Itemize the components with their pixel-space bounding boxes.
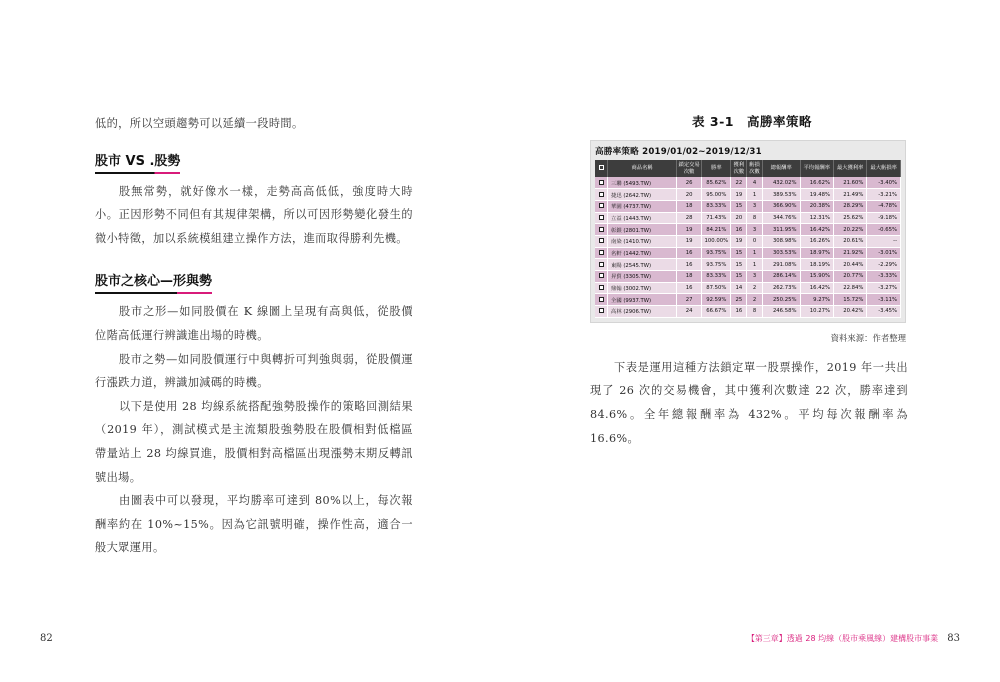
table-cell: 303.53% xyxy=(762,247,800,259)
right-paragraph: 下表是運用這種方法鎖定單一股票操作，2019 年一共出現了 26 次的交易機會，其中獲利次數達 22 次，勝率達到 84.6%。全年總報酬率為 432%。平均每次報酬率為 16.6%。 xyxy=(590,360,908,445)
header-cell: 獲利次數 xyxy=(731,160,747,177)
checkbox-icon xyxy=(599,262,604,267)
table-cell: 16 xyxy=(731,306,747,318)
table-cell: 21.92% xyxy=(833,247,866,259)
table-cell: 0 xyxy=(747,235,763,247)
header-cell: 鎖定交易次數 xyxy=(677,160,702,177)
table-cell: 344.76% xyxy=(762,212,800,224)
table-cell: 262.73% xyxy=(762,282,800,294)
table-cell: 100.00% xyxy=(702,235,731,247)
row-checkbox[interactable] xyxy=(595,294,608,306)
table-row xyxy=(595,247,901,259)
stock-name-cell: 捷迅 (2642.TW) xyxy=(608,189,677,201)
row-checkbox[interactable] xyxy=(595,189,608,201)
table-cell: 27 xyxy=(677,294,702,306)
header-cell: 最大虧損率 xyxy=(867,160,901,177)
table-cell: 71.43% xyxy=(702,212,731,224)
table-title: 表 3-1 高勝率策略 xyxy=(692,114,812,129)
table-cell: 21.60% xyxy=(833,177,866,189)
table-cell: 19 xyxy=(731,189,747,201)
row-checkbox[interactable] xyxy=(595,177,608,189)
table-cell: -3.33% xyxy=(867,271,901,283)
section-heading-stock-vs-trend: 股市 VS .股勢 xyxy=(95,150,180,174)
table-cell: 21.49% xyxy=(833,189,866,201)
table-cell: 250.25% xyxy=(762,294,800,306)
section2-paragraph-1: 股市之形—如同股價在 K 線圖上呈現有高與低，從股價位階高低運行辨識進出場的時機。 xyxy=(95,305,413,342)
checkbox-icon xyxy=(599,192,604,197)
table-cell: -3.27% xyxy=(867,282,901,294)
table-cell: -3.45% xyxy=(867,306,901,318)
table-cell: 19 xyxy=(731,235,747,247)
table-header-row xyxy=(595,160,901,177)
table-cell: -3.21% xyxy=(867,189,901,201)
table-cell: 10.27% xyxy=(800,306,833,318)
table-cell: 22.84% xyxy=(833,282,866,294)
table-body xyxy=(595,177,901,317)
stock-name-cell: 三聯 (5493.TW) xyxy=(608,177,677,189)
table-row xyxy=(595,177,901,189)
chapter-running-head: 【第三章】透過 28 均線（股市乘風線）建構股市事業 xyxy=(746,634,939,643)
table-cell: 291.08% xyxy=(762,259,800,271)
table-cell: -0.65% xyxy=(867,224,901,236)
table-cell: 20.22% xyxy=(833,224,866,236)
table-cell: 19.48% xyxy=(800,189,833,201)
table-cell: 92.59% xyxy=(702,294,731,306)
stock-name-cell: 南染 (1410.TW) xyxy=(608,235,677,247)
checkbox-icon xyxy=(599,215,604,220)
page-number-left: 82 xyxy=(40,633,53,644)
table-row xyxy=(595,282,901,294)
table-cell: 18 xyxy=(677,200,702,212)
table-cell: 16 xyxy=(731,224,747,236)
row-checkbox[interactable] xyxy=(595,200,608,212)
table-cell: 12.31% xyxy=(800,212,833,224)
table-cell: 18.97% xyxy=(800,247,833,259)
table-cell: 15 xyxy=(731,259,747,271)
section2-paragraph-2: 股市之勢—如同股價運行中與轉折可判強與弱，從股價運行漲跌力道，辨識加減碼的時機。 xyxy=(95,352,413,390)
header-cell: 商品名稱 xyxy=(608,160,677,177)
row-checkbox[interactable] xyxy=(595,212,608,224)
table-cell: 366.90% xyxy=(762,200,800,212)
checkbox-icon xyxy=(599,227,604,232)
table-source: 資料來源：作者整理 xyxy=(830,332,906,343)
stock-name-cell: 昇貿 (3305.TW) xyxy=(608,271,677,283)
page-number-right: 83 xyxy=(947,633,960,644)
section-heading-core: 股市之核心—形與勢 xyxy=(95,270,212,294)
stock-name-cell: 全國 (9937.TW) xyxy=(608,294,677,306)
table-cell: 18 xyxy=(677,271,702,283)
checkbox-icon xyxy=(599,165,604,170)
table-cell: 2 xyxy=(747,282,763,294)
row-checkbox[interactable] xyxy=(595,235,608,247)
stock-name-cell: 高林 (2906.TW) xyxy=(608,306,677,318)
table-cell: 20 xyxy=(731,212,747,224)
table-cell: 20.77% xyxy=(833,271,866,283)
table-cell: 16.42% xyxy=(800,224,833,236)
table-cell: -3.11% xyxy=(867,294,901,306)
table-row xyxy=(595,235,901,247)
checkbox-icon xyxy=(599,250,604,255)
row-checkbox[interactable] xyxy=(595,282,608,294)
table-cell: -9.18% xyxy=(867,212,901,224)
table-cell: 15 xyxy=(731,247,747,259)
checkbox-icon xyxy=(599,285,604,290)
table-cell: 311.95% xyxy=(762,224,800,236)
table-cell: 15 xyxy=(731,200,747,212)
checkbox-icon xyxy=(599,297,604,302)
table-cell: 14 xyxy=(731,282,747,294)
table-row xyxy=(595,294,901,306)
section2-paragraph-4: 由圖表中可以發現，平均勝率可達到 80%以上，每次報酬率約在 10%~15%。因為它訊號明確，操作性高，適合一般大眾運用。 xyxy=(95,494,413,555)
table-row xyxy=(595,200,901,212)
table-cell: 20.38% xyxy=(800,200,833,212)
table-cell: 66.67% xyxy=(702,306,731,318)
table-cell: 1 xyxy=(747,247,763,259)
table-cell: 20.42% xyxy=(833,306,866,318)
table-cell: 1 xyxy=(747,189,763,201)
table-cell: 3 xyxy=(747,224,763,236)
table-cell: 87.50% xyxy=(702,282,731,294)
table-cell: -- xyxy=(867,235,901,247)
table-cell: 432.02% xyxy=(762,177,800,189)
footer-right xyxy=(747,633,960,644)
table-cell: 16.26% xyxy=(800,235,833,247)
checkbox-icon xyxy=(599,273,604,278)
table-cell: 19 xyxy=(677,235,702,247)
table-cell: 19 xyxy=(677,224,702,236)
table-cell: -4.78% xyxy=(867,200,901,212)
table-cell: 83.33% xyxy=(702,271,731,283)
table-cell: 8 xyxy=(747,306,763,318)
table-cell: 20.61% xyxy=(833,235,866,247)
stock-name-cell: 華園 (4737.TW) xyxy=(608,200,677,212)
checkbox-icon xyxy=(599,308,604,313)
table-cell: -3.01% xyxy=(867,247,901,259)
left-page xyxy=(95,112,413,560)
stock-name-cell: 立益 (1443.TW) xyxy=(608,212,677,224)
table-row xyxy=(595,224,901,236)
table-cell: 16 xyxy=(677,247,702,259)
table-cell: 25.62% xyxy=(833,212,866,224)
intro-paragraph: 低的，所以空頭趨勢可以延續一段時間。 xyxy=(95,117,304,130)
table-cell: 85.62% xyxy=(702,177,731,189)
table-cell: 308.98% xyxy=(762,235,800,247)
table-cell: 83.33% xyxy=(702,200,731,212)
table-cell: 26 xyxy=(677,177,702,189)
right-page xyxy=(590,112,908,450)
row-checkbox[interactable] xyxy=(595,271,608,283)
table-cell: 20.44% xyxy=(833,259,866,271)
header-cell: 平均報酬率 xyxy=(800,160,833,177)
table-row xyxy=(595,259,901,271)
header-cell: 虧損次數 xyxy=(747,160,763,177)
table-cell: 15.90% xyxy=(800,271,833,283)
table-cell: 20 xyxy=(677,189,702,201)
table-cell: 28.29% xyxy=(833,200,866,212)
table-row xyxy=(595,271,901,283)
table-cell: 1 xyxy=(747,259,763,271)
table-cell: 22 xyxy=(731,177,747,189)
table-cell: 18.19% xyxy=(800,259,833,271)
section1-paragraph: 股無常勢，就好像水一樣，走勢高高低低，強度時大時小。正因形勢不同但有其規律架構，所以可因形勢變化發生的微小特徵，加以系統模組建立操作方法，進而取得勝利先機。 xyxy=(95,184,413,245)
row-checkbox[interactable] xyxy=(595,224,608,236)
table-cell: 24 xyxy=(677,306,702,318)
table-cell: 16 xyxy=(677,259,702,271)
table-cell: 25 xyxy=(731,294,747,306)
checkbox-icon xyxy=(599,180,604,185)
strategy-table xyxy=(595,160,901,318)
table-cell: -3.40% xyxy=(867,177,901,189)
table-cell: 2 xyxy=(747,294,763,306)
table-cell: 95.00% xyxy=(702,189,731,201)
stock-name-cell: 東陽 (2545.TW) xyxy=(608,259,677,271)
table-cell: 28 xyxy=(677,212,702,224)
table-row xyxy=(595,212,901,224)
checkbox-icon xyxy=(599,238,604,243)
table-cell: 16.62% xyxy=(800,177,833,189)
table-cell: 4 xyxy=(747,177,763,189)
header-cell: 總報酬率 xyxy=(762,160,800,177)
table-row xyxy=(595,189,901,201)
table-cell: 84.21% xyxy=(702,224,731,236)
table-cell: 246.58% xyxy=(762,306,800,318)
header-cell: 最大獲利率 xyxy=(833,160,866,177)
header-checkbox[interactable] xyxy=(595,160,608,177)
section2-paragraph-3: 以下是使用 28 均線系統搭配強勢股操作的策略回測結果（2019 年），測試模式是主流類股強勢股在股價相對低檔區帶量站上 28 均線買進，股價相對高檔區出現漲勢末期反轉訊號出場。 xyxy=(95,399,413,484)
table-cell: 389.53% xyxy=(762,189,800,201)
row-checkbox[interactable] xyxy=(595,306,608,318)
stock-name-cell: 鼎翰 (3002.TW) xyxy=(608,282,677,294)
table-cell: 3 xyxy=(747,271,763,283)
row-checkbox[interactable] xyxy=(595,247,608,259)
table-cell: -2.29% xyxy=(867,259,901,271)
stock-name-cell: 名軒 (1442.TW) xyxy=(608,247,677,259)
stock-name-cell: 彰銀 (2801.TW) xyxy=(608,224,677,236)
table-cell: 93.75% xyxy=(702,247,731,259)
table-cell: 9.27% xyxy=(800,294,833,306)
table-caption: 高勝率策略 2019/01/02~2019/12/31 xyxy=(595,147,762,157)
header-cell: 勝率 xyxy=(702,160,731,177)
table-cell: 8 xyxy=(747,212,763,224)
table-cell: 15.72% xyxy=(833,294,866,306)
table-cell: 286.14% xyxy=(762,271,800,283)
row-checkbox[interactable] xyxy=(595,259,608,271)
table-cell: 93.75% xyxy=(702,259,731,271)
strategy-table-panel xyxy=(590,140,906,323)
table-row xyxy=(595,306,901,318)
table-cell: 16.42% xyxy=(800,282,833,294)
checkbox-icon xyxy=(599,203,604,208)
table-cell: 16 xyxy=(677,282,702,294)
table-cell: 3 xyxy=(747,200,763,212)
table-cell: 15 xyxy=(731,271,747,283)
